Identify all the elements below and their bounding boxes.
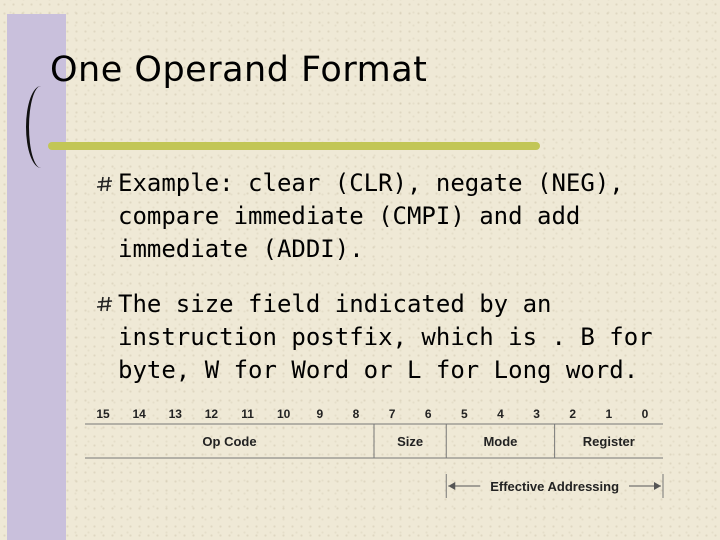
field-label: Size [397, 434, 424, 449]
effective-addressing-arrowhead [654, 482, 661, 490]
bit-number-label: 6 [424, 407, 432, 421]
bit-number-label: 10 [277, 407, 291, 421]
bit-number-label: 13 [168, 407, 182, 421]
bit-number-label: 1 [605, 407, 613, 421]
hash-bullet-icon [96, 296, 114, 312]
title-underline-bar [48, 142, 540, 150]
field-label: Register [582, 434, 635, 449]
bullet-text: The size field indicated by an instruction postfix, which is . B for byte, W for Word or L for Long word. [118, 290, 653, 384]
bit-number-label: 9 [316, 407, 324, 421]
bit-number-label: 3 [533, 407, 540, 421]
instruction-format-diagram [80, 400, 680, 510]
effective-addressing-label: Effective Addressing [490, 479, 620, 494]
bit-number-label: 7 [388, 407, 396, 421]
field-label: Op Code [202, 434, 257, 449]
bullet-text: Example: clear (CLR), negate (NEG), compare immediate (CMPI) and add immediate (ADDI). [118, 169, 624, 263]
field-label: Mode [483, 434, 518, 449]
bit-number-label: 0 [641, 407, 649, 421]
bit-number-label: 4 [497, 407, 504, 421]
bit-number-label: 11 [241, 407, 254, 421]
hash-bullet-icon [96, 176, 114, 192]
bit-number-label: 12 [204, 407, 219, 421]
bit-number-label: 14 [132, 407, 146, 421]
bit-number-label: 8 [352, 407, 360, 421]
bit-number-label: 15 [96, 407, 110, 421]
slide-title: One Operand Format [50, 50, 428, 90]
bit-number-label: 5 [460, 407, 468, 421]
title-bracket-decoration [26, 86, 51, 168]
effective-addressing-arrowhead [448, 482, 455, 490]
bit-number-label: 2 [569, 407, 577, 421]
